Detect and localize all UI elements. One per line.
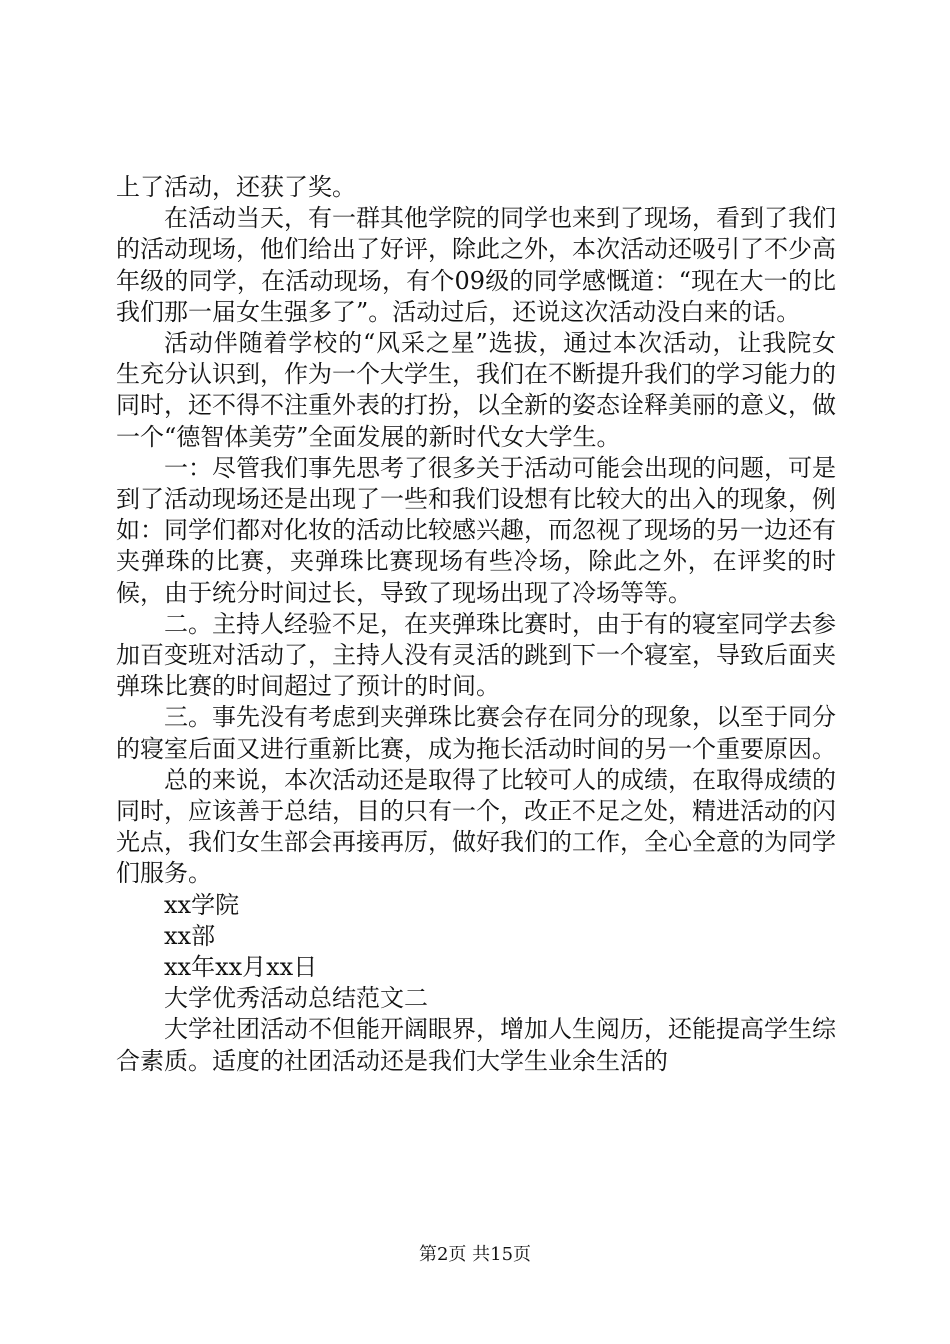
body-paragraph: 活动伴随着学校的“风采之星”选拔，通过本次活动，让我院女生充分认识到，作为一个大学生，我们在不断提升我们的学习能力的同时，还不得不注重外表的打扮，以全新的姿态诠释美丽的意义，做一个“德智体美劳”全面发展的新时代女大学生。 (116, 329, 836, 451)
page-footer: 第2页 共15页 (418, 1244, 532, 1265)
body-paragraph: 二。主持人经验不足，在夹弹珠比赛时，由于有的寝室同学去参加百变班对活动了，主持人没有灵活的跳到下一个寝室，导致后面夹弹珠比赛的时间超过了预计的时间。 (116, 609, 836, 701)
body-paragraph: 总的来说，本次活动还是取得了比较可人的成绩，在取得成绩的同时，应该善于总结，目的只有一个，改正不足之处，精进活动的闪光点，我们女生部会再接再厉，做好我们的工作，全心全意的为同学们服务。 (116, 765, 836, 888)
body-paragraph: 大学社团活动不但能开阔眼界，增加人生阅历，还能提高学生综合素质。适度的社团活动还是我们大学生业余生活的 (116, 1015, 836, 1075)
body-paragraph: 在活动当天，有一群其他学院的同学也来到了现场，看到了我们的活动现场，他们给出了好评，除此之外，本次活动还吸引了不少高年级的同学，在活动现场，有个09级的同学感慨道：“现在大一的比我们那一届女生强多了”。活动过后，还说这次活动没白来的话。 (116, 204, 836, 326)
document-body (116, 172, 836, 1077)
body-paragraph: xx年xx月xx日 (164, 953, 318, 982)
body-paragraph: 一：尽管我们事先思考了很多关于活动可能会出现的问题，可是到了活动现场还是出现了一些和我们设想有比较大的出入的现象，例如：同学们都对化妆的活动比较感兴趣，而忽视了现场的另一边还有夹弹珠的比赛，夹弹珠比赛现场有些冷场，除此之外，在评奖的时候，由于统分时间过长，导致了现场出现了冷场等等。 (116, 453, 836, 607)
body-paragraph: 大学优秀活动总结范文二 (164, 984, 428, 1013)
body-paragraph: xx学院 (164, 890, 240, 919)
body-paragraph: 上了活动，还获了奖。 (116, 173, 356, 201)
body-paragraph: 三。事先没有考虑到夹弹珠比赛会存在同分的现象，以至于同分的寝室后面又进行重新比赛，成为拖长活动时间的另一个重要原因。 (116, 703, 836, 763)
body-paragraph: xx部 (164, 921, 216, 950)
